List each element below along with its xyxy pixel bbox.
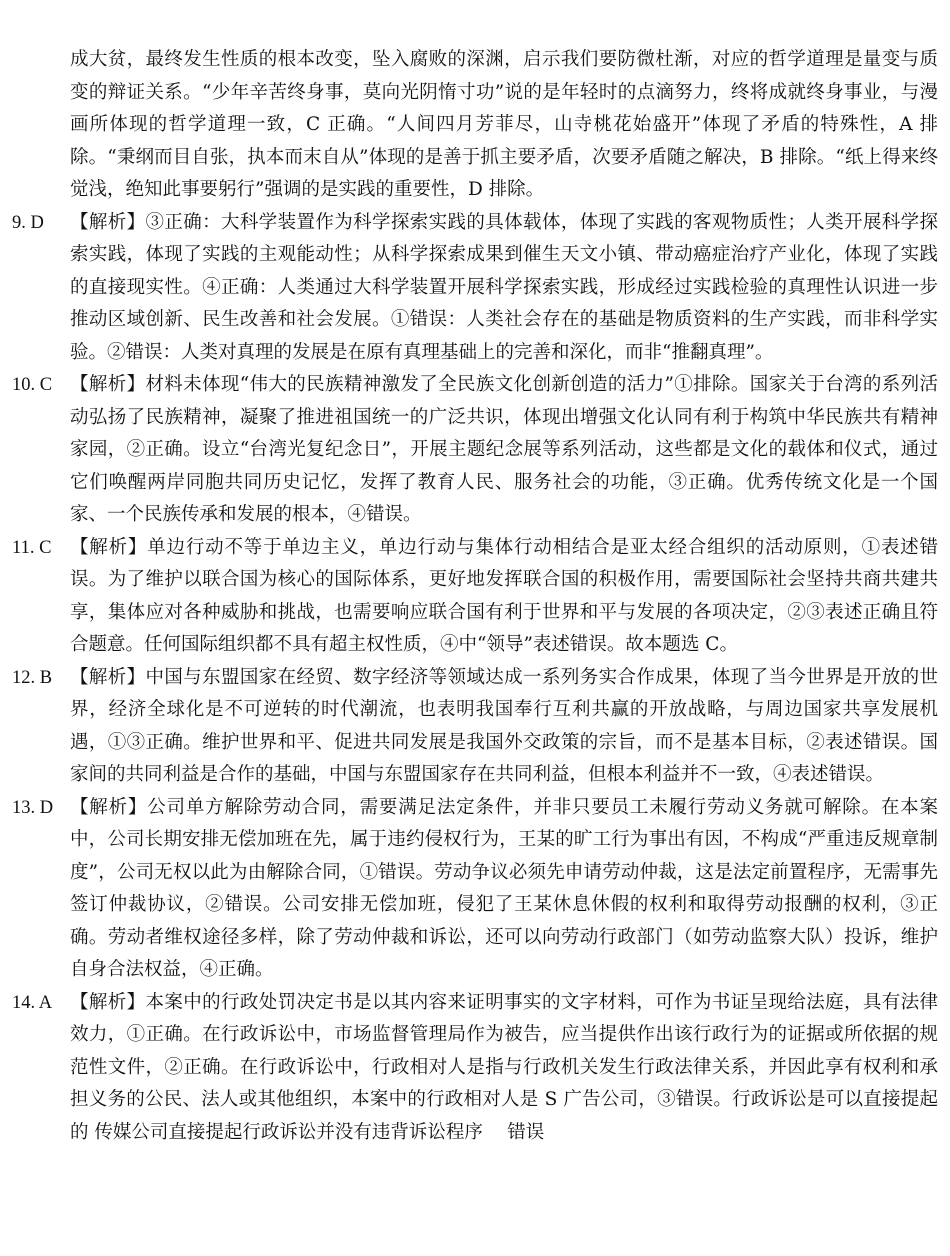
- answer-item-10: [12, 369, 938, 532]
- answer-number: 14. A: [12, 992, 53, 1013]
- answer-item-13: [12, 792, 938, 987]
- answer-number: 12. B: [12, 667, 53, 688]
- answer-explanation: 【解析】本案中的行政处罚决定书是以其内容来证明事实的文字材料，可作为书证呈现给法庭，具有法律效力，①正确。在行政诉讼中，市场监督管理局作为被告，应当提供作出该行政行为的证据或所依据的规范性文件，②正确。在行政诉讼中，行政相对人是指与行政机关发生行政法律关系，并因此享有权利和承担义务的公民、法人或其他组织，本案中的行政相对人是 S 广告公司，③错误。行政诉讼是可以直接提起的 传媒公司直接提起行政诉讼并没有违背诉讼程序 错误: [70, 991, 938, 1143]
- answer-explanation: 【解析】公司单方解除劳动合同，需要满足法定条件，并非只要员工未履行劳动义务就可解除。在本案中，公司长期安排无偿加班在先，属于违约侵权行为，王某的旷工行为事出有因，不构成“严重违反规章制度”，公司无权以此为由解除合同，①错误。劳动争议必须先申请劳动仲裁，这是法定前置程序，无需事先签订仲裁协议，②错误。公司安排无偿加班，侵犯了王某休息休假的权利和取得劳动报酬的权利，③正确。劳动者维权途径多样，除了劳动仲裁和诉讼，还可以向劳动行政部门（如劳动监察大队）投诉，维护自身合法权益，④正确。: [70, 796, 938, 980]
- answer-item-14: [12, 987, 938, 1150]
- answer-item-12: [12, 662, 938, 792]
- intro-paragraph: 成大贫，最终发生性质的根本改变，坠入腐败的深渊，启示我们要防微杜渐，对应的哲学道理是量变与质变的辩证关系。“少年辛苦终身事，莫向光阴惰寸功”说的是年轻时的点滴努力，终将成就终身事业，与漫画所体现的哲学道理一致，C 正确。“人间四月芳菲尽，山寺桃花始盛开”体现了矛盾的特殊性，A 排除。“秉纲而目自张，执本而末自从”体现的是善于抓主要矛盾，次要矛盾随之解决，B 排除。“纸上得来终觉浅，绝知此事要躬行”强调的是实践的重要性，D 排除。: [70, 49, 938, 200]
- answer-explanation: 【解析】材料未体现“伟大的民族精神激发了全民族文化创新创造的活力”①排除。国家关于台湾的系列活动弘扬了民族精神，凝聚了推进祖国统一的广泛共识，体现出增强文化认同有利于构筑中华民族共有精神家园，②正确。设立“台湾光复纪念日”，开展主题纪念展等系列活动，这些都是文化的载体和仪式，通过它们唤醒两岸同胞共同历史记忆，发挥了教育人民、服务社会的功能，③正确。优秀传统文化是一个国家、一个民族传承和发展的根本，④错误。: [70, 374, 938, 525]
- answer-number: 9. D: [12, 212, 44, 233]
- answer-number: 13. D: [12, 797, 54, 818]
- answer-number: 11. C: [12, 537, 52, 558]
- answer-explanation: 【解析】中国与东盟国家在经贸、数字经济等领域达成一系列务实合作成果，体现了当今世界是开放的世界，经济全球化是不可逆转的时代潮流，也表明我国奉行互利共赢的开放战略，与周边国家共享发展机遇，①③正确。维护世界和平、促进共同发展是我国外交政策的宗旨，而不是基本目标，②表述错误。国家间的共同利益是合作的基础，中国与东盟国家存在共同利益，但根本利益并不一致，④表述错误。: [70, 666, 938, 785]
- answer-number: 10. C: [12, 375, 53, 395]
- answer-item-11: [12, 532, 938, 662]
- answer-explanation: 【解析】单边行动不等于单边主义，单边行动与集体行动相结合是亚太经合组织的活动原则，①表述错误。为了维护以联合国为核心的国际体系，更好地发挥联合国的积极作用，需要国际社会坚持共商共建共享，集体应对各种威胁和挑战，也需要响应联合国有利于世界和平与发展的各项决定，②③表述正确且符合题意。任何国际组织都不具有超主权性质，④中“领导”表述错误。故本题选 C。: [70, 536, 938, 655]
- answer-explanation: 【解析】③正确：大科学装置作为科学探索实践的具体载体，体现了实践的客观物质性；人类开展科学探索实践，体现了实践的主观能动性；从科学探索成果到催生天文小镇、带动癌症治疗产业化，体现了实践的直接现实性。④正确：人类通过大科学装置开展科学探索实践，形成经过实践检验的真理性认识进一步推动区域创新、民生改善和社会发展。①错误：人类社会存在的基础是物质资料的生产实践，而非科学实验。②错误：人类对真理的发展是在原有真理基础上的完善和深化，而非“推翻真理”。: [70, 211, 938, 363]
- answer-item-9: [12, 207, 938, 370]
